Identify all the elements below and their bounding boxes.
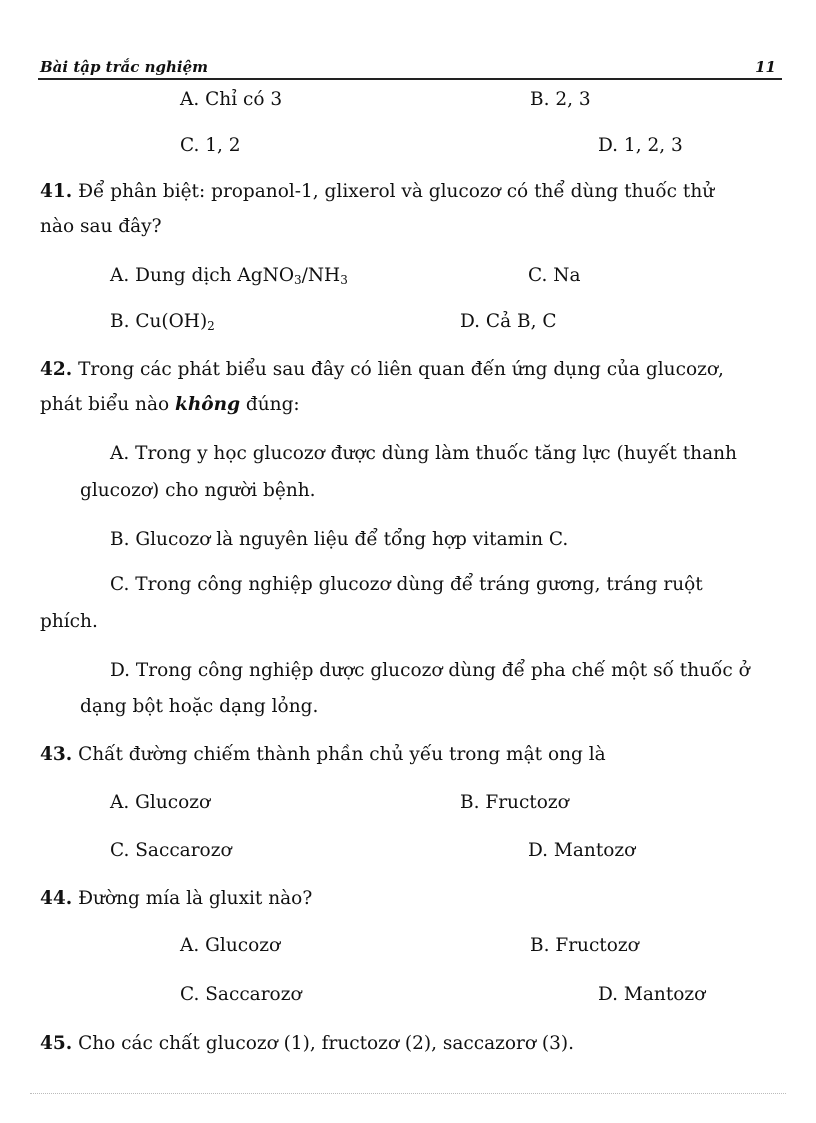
q41-number: 41.	[40, 181, 73, 202]
q43-text: Chất đường chiếm thành phần chủ yếu trong mật ong là	[78, 744, 606, 765]
q44-option-d: D. Mantozơ	[598, 984, 706, 1005]
q42-option-c-line1: C. Trong công nghiệp glucozơ dùng để tráng gương, tráng ruột	[110, 574, 703, 595]
q43-stem	[40, 743, 606, 767]
q42-option-a-line1: A. Trong y học glucozơ được dùng làm thuốc tăng lực (huyết thanh	[110, 443, 737, 464]
q40-option-a: A. Chỉ có 3	[180, 89, 283, 110]
q42-option-d-line2: dạng bột hoặc dạng lỏng.	[80, 696, 319, 717]
q45-stem	[40, 1032, 574, 1056]
page-number: 11	[755, 58, 776, 76]
q42-option-a-line2: glucozơ) cho người bệnh.	[80, 480, 316, 501]
q42-stem-line2: phát biểu nào không đúng:	[40, 394, 300, 415]
q41-stem-line1	[40, 180, 714, 204]
q40-option-b: B. 2, 3	[530, 89, 591, 110]
q41-option-c: C. Na	[528, 265, 581, 286]
q45-number: 45.	[40, 1033, 73, 1054]
q44-option-c: C. Saccarozơ	[180, 984, 302, 1005]
q44-number: 44.	[40, 888, 73, 909]
q43-option-c: C. Saccarozơ	[110, 840, 232, 861]
q42-stem-line1	[40, 358, 724, 382]
q40-option-c: C. 1, 2	[180, 135, 241, 156]
page-header	[38, 58, 782, 80]
q43-option-a: A. Glucozơ	[110, 792, 211, 813]
q40-option-d: D. 1, 2, 3	[598, 135, 683, 156]
q41-option-b: B. $Cu(OH)_2$	[110, 311, 215, 333]
footer-divider	[30, 1093, 786, 1094]
q43-option-d: D. Mantozơ	[528, 840, 636, 861]
q42-number: 42.	[40, 359, 73, 380]
q44-option-a: A. Glucozơ	[180, 935, 281, 956]
q45-text: Cho các chất glucozơ (1), fructozơ (2), saccazorơ (3).	[78, 1033, 575, 1054]
q43-option-b: B. Fructozơ	[460, 792, 569, 813]
q43-number: 43.	[40, 744, 73, 765]
header-title: Bài tập trắc nghiệm	[40, 58, 208, 76]
q41-option-d: D. Cả B, C	[460, 311, 557, 332]
q42-option-d-line1: D. Trong công nghiệp dược glucozơ dùng để pha chế một số thuốc ở	[110, 660, 750, 681]
q44-text: Đường mía là gluxit nào?	[78, 888, 313, 909]
q41-option-a: A. Dung dịch $AgNO_3/NH_3$	[110, 265, 348, 287]
emphasis-khong: không	[175, 394, 241, 415]
q42-option-b: B. Glucozơ là nguyên liệu để tổng hợp vitamin C.	[110, 529, 569, 550]
q42-option-c-line2: phích.	[40, 611, 98, 632]
q42-text-line1: Trong các phát biểu sau đây có liên quan đến ứng dụng của glucozơ,	[78, 359, 724, 380]
q41-text-line1: Để phân biệt: propanol-1, glixerol và glucozơ có thể dùng thuốc thử	[78, 181, 715, 202]
q41-stem-line2: nào sau đây?	[40, 216, 162, 237]
q44-option-b: B. Fructozơ	[530, 935, 639, 956]
q44-stem	[40, 887, 312, 911]
